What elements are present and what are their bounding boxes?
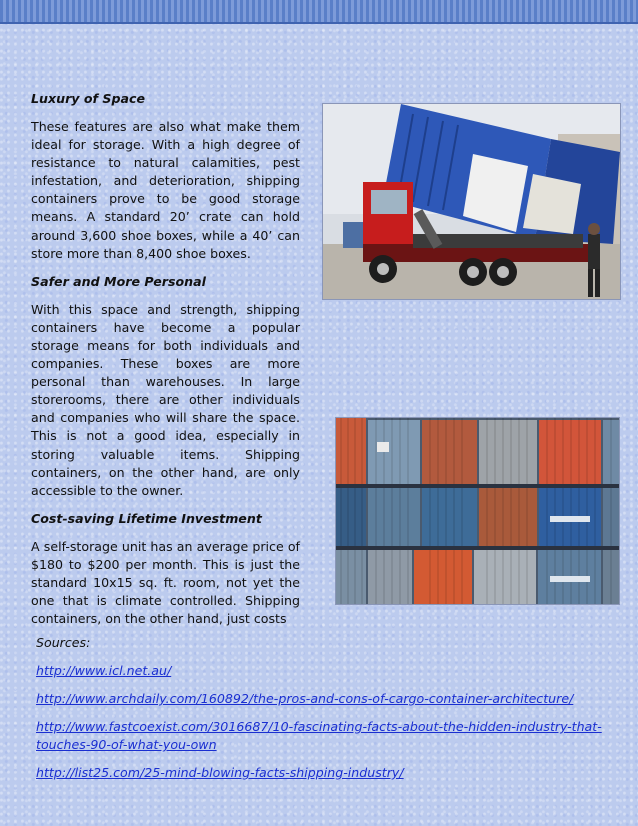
section-heading-cost: Cost-saving Lifetime Investment	[31, 510, 262, 526]
source-link-icl[interactable]: http://www.icl.net.au/	[36, 663, 172, 678]
container-truck-photo	[322, 103, 621, 300]
source-link-archdaily[interactable]: http://www.archdaily.com/160892/the-pros-and-cons-of-cargo-container-architecture/	[36, 691, 574, 706]
source-link-list25[interactable]: http://list25.com/25-mind-blowing-facts-shipping-industry/	[36, 765, 404, 780]
source-link-fastcoexist[interactable]: http://www.fastcoexist.com/3016687/10-fascinating-facts-about-the-hidden-industry-that-touches-90-of-what-you-own	[36, 719, 602, 752]
decorative-top-band	[0, 0, 638, 24]
container-stack-photo	[335, 417, 620, 605]
section-body-luxury: These features are also what make them ideal for storage. With a high degree of resistance to natural calamities, pest infestation, and deterioration, shipping containers prove to be good storage means. A standard 20’ crate can hold around 3,600 shoe boxes, while a 40’ can store more than 8,400 shoe boxes.	[31, 119, 300, 261]
section-heading-luxury: Luxury of Space	[31, 91, 145, 106]
sources-label: Sources:	[36, 635, 91, 650]
article-column	[31, 90, 300, 628]
section-body-safer: With this space and strength, shipping containers have become a popular storage means for both individuals and companies. These boxes are more personal than warehouses. In large storerooms, there are other individuals and companies who will share the space. This is not a good idea, especially in storing valuable items. Shipping containers, on the other hand, are only accessible to the owner.	[31, 301, 300, 498]
sources-block	[36, 634, 621, 792]
section-body-cost: A self-storage unit has an average price of $180 to $200 per month. This is just the standard 10x15 sq. ft. room, not yet the one that is climate controlled. Shipping containers, on the other hand, just costs	[31, 538, 300, 627]
section-heading-safer: Safer and More Personal	[31, 273, 206, 289]
